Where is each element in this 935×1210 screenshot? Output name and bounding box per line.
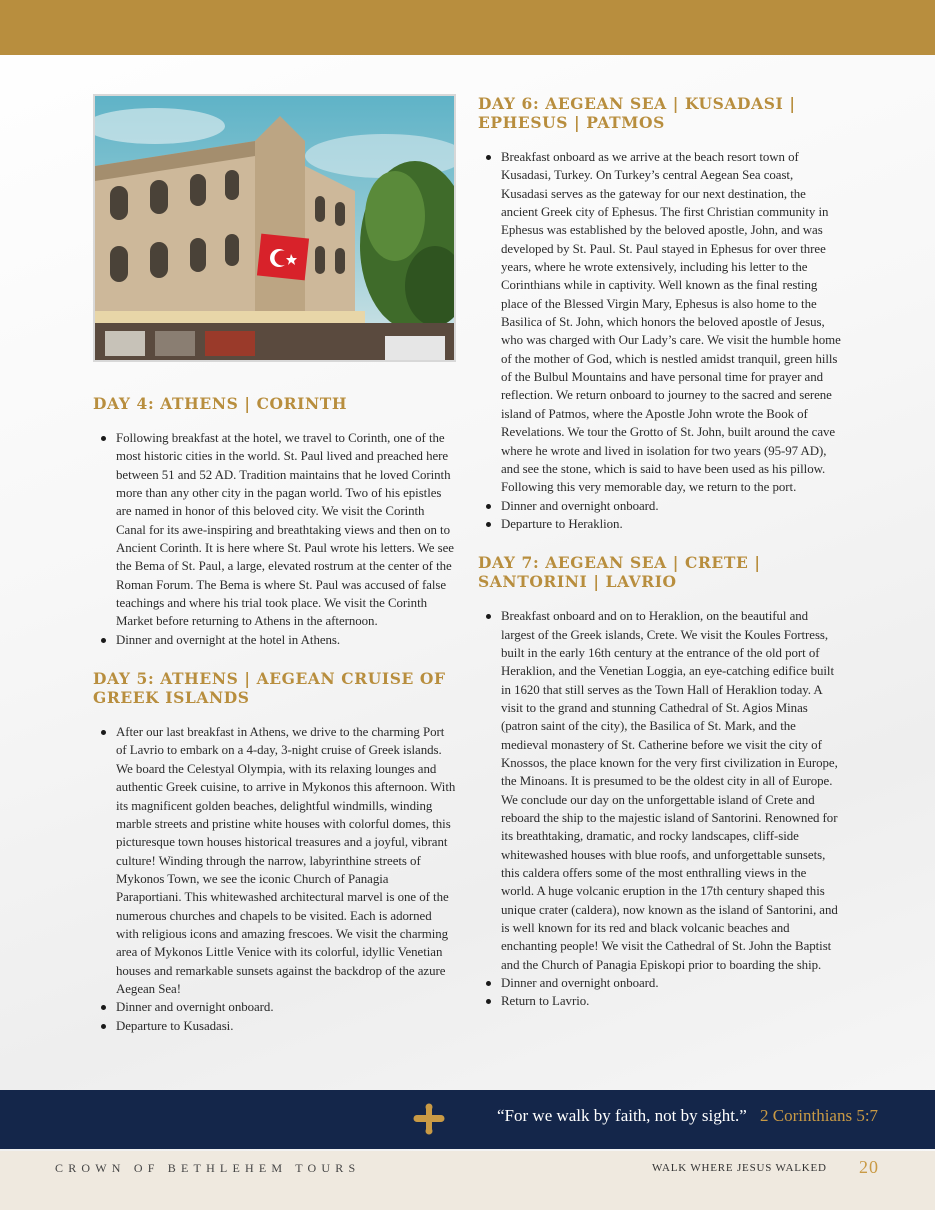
day5-heading: DAY 5: ATHENS | AEGEAN CRUISE OF GREEK ISLANDS (93, 669, 446, 708)
list-item: Departure to Heraklion. (478, 515, 842, 533)
list-item: Departure to Kusadasi. (93, 1017, 456, 1035)
list-item: Dinner and overnight at the hotel in Athens. (93, 631, 456, 649)
footer-brand: CROWN OF BETHLEHEM TOURS (55, 1161, 361, 1175)
list-item: Dinner and overnight onboard. (478, 974, 842, 992)
day6-heading: DAY 6: AEGEAN SEA | KUSADASI | EPHESUS | PATMOS (478, 94, 796, 132)
list-item: Following breakfast at the hotel, we travel to Corinth, one of the most historic cities in the world. St. Paul lived and preached here between 51 and 52 AD. Tradition maintains that he loved Corinth more than any other city in the pagan world. Two of his epistles are named in honor of this beloved city. We visit the Corinth Canal for its awe-inspiring and breathtaking views and then on to Ancient Corinth. It is here where St. Paul wrote his letters. We see the Bema of St. Paul, a large, elevated rostrum at the center of the Roman Forum. The Bema is where St. Paul was accused of false teachings and where his trial took place. We visit the Corinth Market before returning to Athens in the afternoon. (93, 429, 456, 631)
list-item: Breakfast onboard and on to Heraklion, on the beautiful and largest of the Greek islands, Crete. We visit the Koules Fortress, built in the early 16th century at the entrance of the old port of Heraklion, and the Venetian Loggia, an eye-catching edifice built in 1620 that still serves as the Town Hall of Heraklion today. A visit to the grand and stunning Cathedral of St. Agios Minas (patron saint of the city), the Basilica of St. Mark, and the medieval monastery of St. Catherine before we visit the city of Knossos, the place known for the very first civilization in Europe, the Minoans. It is presumed to be the oldest city in all of Europe. We conclude our day on the unforgettable island of Crete and reboard the ship to the majestic island of Santorini. Renowned for its breathtaking, dramatic, and rocky landscapes, cliff-side whitewashed houses with blue roofs, and unforgettable sunsets, this caldera offers some of the most enthralling views in the world. A huge volcanic eruption in the 17th century shaped this unique crater (caldera), now known as the island of Santorini, and is well known for its red and black volcanic beaches and enchanting people! We visit the Cathedral of St. John the Baptist and the Church of Panagia Episkopi prior to boarding the ship. (478, 607, 842, 974)
day4-heading: DAY 4: ATHENS | CORINTH (93, 394, 348, 413)
day6-list (478, 148, 842, 533)
cross-icon (413, 1103, 445, 1139)
day5-list (93, 723, 456, 1035)
day4-list (93, 429, 456, 649)
list-item: Return to Lavrio. (478, 992, 842, 1010)
list-item: Dinner and overnight onboard. (478, 497, 842, 515)
left-column (93, 94, 456, 1035)
list-item: Breakfast onboard as we arrive at the beach resort town of Kusadasi, Turkey. On Turkey’s central Aegean Sea coast, Kusadasi serves as the gateway for our next destination, the ancient Greek city of Ephesus. The first Christian community in Ephesus was established by the beloved apostle, John, and was developed by St. Paul. St. Paul stayed in Ephesus for over three years, where he wrote extensively, including his letter to the Corinthians while in captivity. Well known as the final resting place of the Blessed Virgin Mary, Ephesus is also home to the Basilica of St. John, which honors the beloved apostle of Jesus, who was charged with Our Lady’s care. We visit the humble home of the mother of God, which is nestled amidst tranquil, green hills of the Bulbul Mountains and have personal time for prayer and reflection. We return onboard to journey to the sacred and serene island of Patmos, where the Apostle John wrote the Book of Revelations. We tour the Grotto of St. John, built around the cave where he wrote and lived in isolation for two years (95-97 AD), and see the stone, which is said to have been used as his pillow. Following this very memorable day, we return to the port. (478, 148, 842, 497)
list-item: After our last breakfast in Athens, we drive to the charming Port of Lavrio to embark on a 4-day, 3-night cruise of Greek islands. We board the Celestyal Olympia, with its relaxing lounges and authentic Greek cuisine, to arrive in Mykonos this afternoon. With its magnificent golden beaches, delightful windmills, winding marble streets and pristine white houses with colorful domes, this picturesque town houses historical treasures and a joyful, vibrant culture! Winding through the narrow, labyrinthine streets of Mykonos Town, we see the iconic Church of Panagia Paraportiani. This whitewashed architectural marvel is one of the numerous churches and chapels to be visited. Each is adorned with religious icons and amazing frescoes. We visit the charming area of Mykonos Little Venice with its colorful, idyllic Venetian houses and remarkable sunsets against the backdrop of the azure Aegean Sea! (93, 723, 456, 998)
list-item: Dinner and overnight onboard. (93, 998, 456, 1016)
right-column (478, 94, 842, 1011)
page-footer (0, 1151, 935, 1210)
footer-tagline: WALK WHERE JESUS WALKED (652, 1162, 827, 1174)
day7-heading: DAY 7: AEGEAN SEA | CRETE | SANTORINI | LAVRIO (478, 553, 761, 592)
building-with-flag-illustration (95, 96, 454, 360)
quote-reference: 2 Corinthians 5:7 (760, 1106, 879, 1125)
building-photo (93, 94, 456, 362)
day7-list (478, 607, 842, 1011)
top-color-band (0, 0, 935, 55)
quote-text: “For we walk by faith, not by sight.” (497, 1106, 747, 1125)
scripture-quote-bar (0, 1090, 935, 1149)
page-number: 20 (859, 1157, 879, 1177)
